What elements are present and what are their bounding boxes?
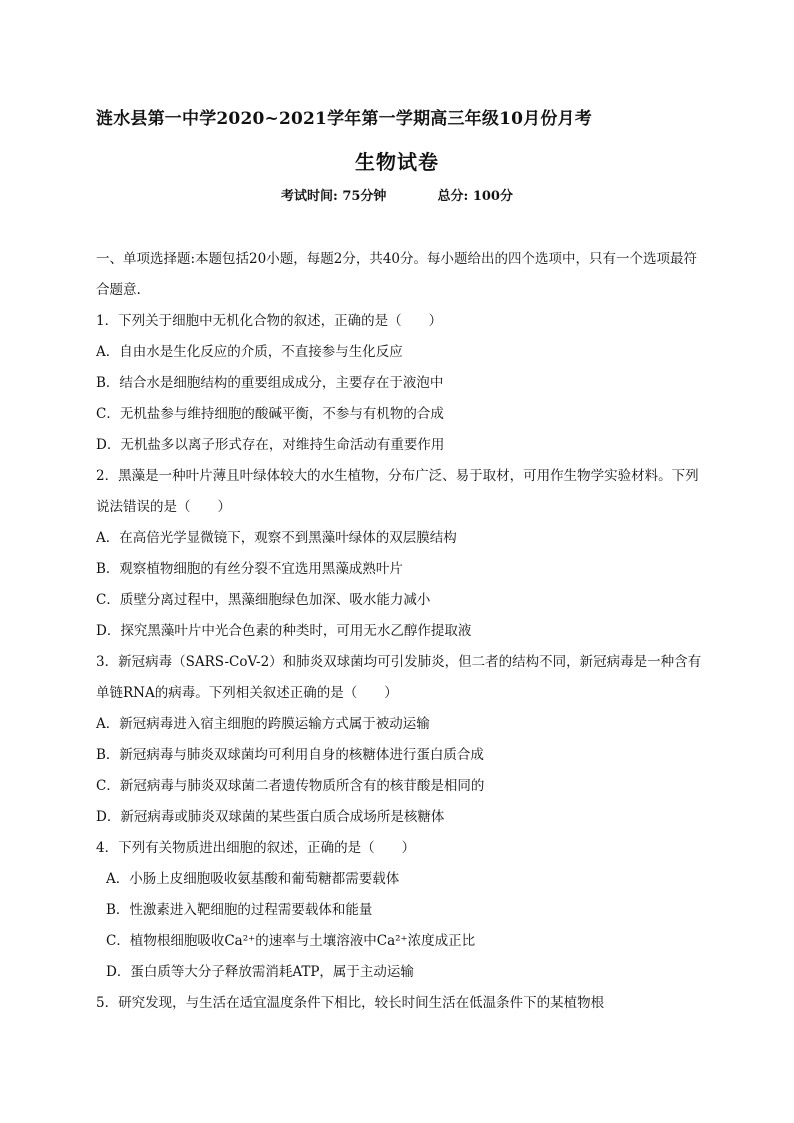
question-option: A．自由水是生化反应的介质，不直接参与生化反应 (96, 344, 403, 360)
question-option: B．观察植物细胞的有丝分裂不宜选用黑藻成熟叶片 (96, 561, 403, 577)
time-value: 75分钟 (342, 189, 387, 204)
question-stem: 2．黑藻是一种叶片薄且叶绿体较大的水生植物，分布广泛、易于取材，可用作生物学实验材料。下列说法错误的是（ ） (96, 468, 699, 515)
question-option: C．植物根细胞吸收Ca²⁺的速率与土壤溶液中Ca²⁺浓度成正比 (106, 933, 476, 949)
exam-info (0, 185, 794, 204)
question-option: A．小肠上皮细胞吸收氨基酸和葡萄糖都需要载体 (106, 871, 400, 887)
score-value: 100分 (472, 189, 513, 204)
question-option: C．新冠病毒与肺炎双球菌二者遗传物质所含有的核苷酸是相同的 (96, 778, 485, 794)
question-option: A．新冠病毒进入宿主细胞的跨膜运输方式属于被动运输 (96, 716, 430, 732)
question-option: C．质壁分离过程中，黑藻细胞绿色加深、吸水能力减小 (96, 592, 431, 608)
question-stem: 1．下列关于细胞中无机化合物的叙述，正确的是（ ） (96, 313, 443, 329)
question-option: A．在高倍光学显微镜下，观察不到黑藻叶绿体的双层膜结构 (96, 530, 457, 546)
time-label: 考试时间: (281, 189, 338, 204)
question-option: C．无机盐参与维持细胞的酸碱平衡，不参与有机物的合成 (96, 406, 444, 422)
score-label: 总分: (437, 189, 469, 204)
exam-title: 涟水县第一中学2020~2021学年第一学期高三年级10月份月考 (96, 109, 592, 129)
subject-title: 生物试卷 (355, 150, 439, 174)
question-option: D．无机盐多以离子形式存在，对维持生命活动有重要作用 (96, 437, 445, 453)
section-heading: 一、单项选择题:本题包括20小题，每题2分，共40分。每小题给出的四个选项中，只有一个选项最符合题意. (96, 251, 697, 298)
question-area (96, 244, 706, 1019)
question-option: D．蛋白质等大分子释放需消耗ATP，属于主动运输 (106, 964, 414, 980)
question-option: D．探究黑藻叶片中光合色素的种类时，可用无水乙醇作提取液 (96, 623, 472, 639)
question-option: B．结合水是细胞结构的重要组成成分，主要存在于液泡中 (96, 375, 444, 391)
question-option: B．性激素进入靶细胞的过程需要载体和能量 (106, 902, 373, 918)
question-option: D．新冠病毒或肺炎双球菌的某些蛋白质合成场所是核糖体 (96, 809, 445, 825)
question-option: B．新冠病毒与肺炎双球菌均可利用自身的核糖体进行蛋白质合成 (96, 747, 484, 763)
question-stem: 5．研究发现，与生活在适宜温度条件下相比，较长时间生活在低温条件下的某植物根 (96, 995, 605, 1011)
question-stem: 3．新冠病毒（SARS-CoV-2）和肺炎双球菌均可引发肺炎，但二者的结构不同，新冠病毒是一种含有单链RNA的病毒。下列相关叙述正确的是（ ） (96, 654, 702, 701)
question-stem: 4．下列有关物质进出细胞的叙述，正确的是（ ） (96, 840, 416, 856)
